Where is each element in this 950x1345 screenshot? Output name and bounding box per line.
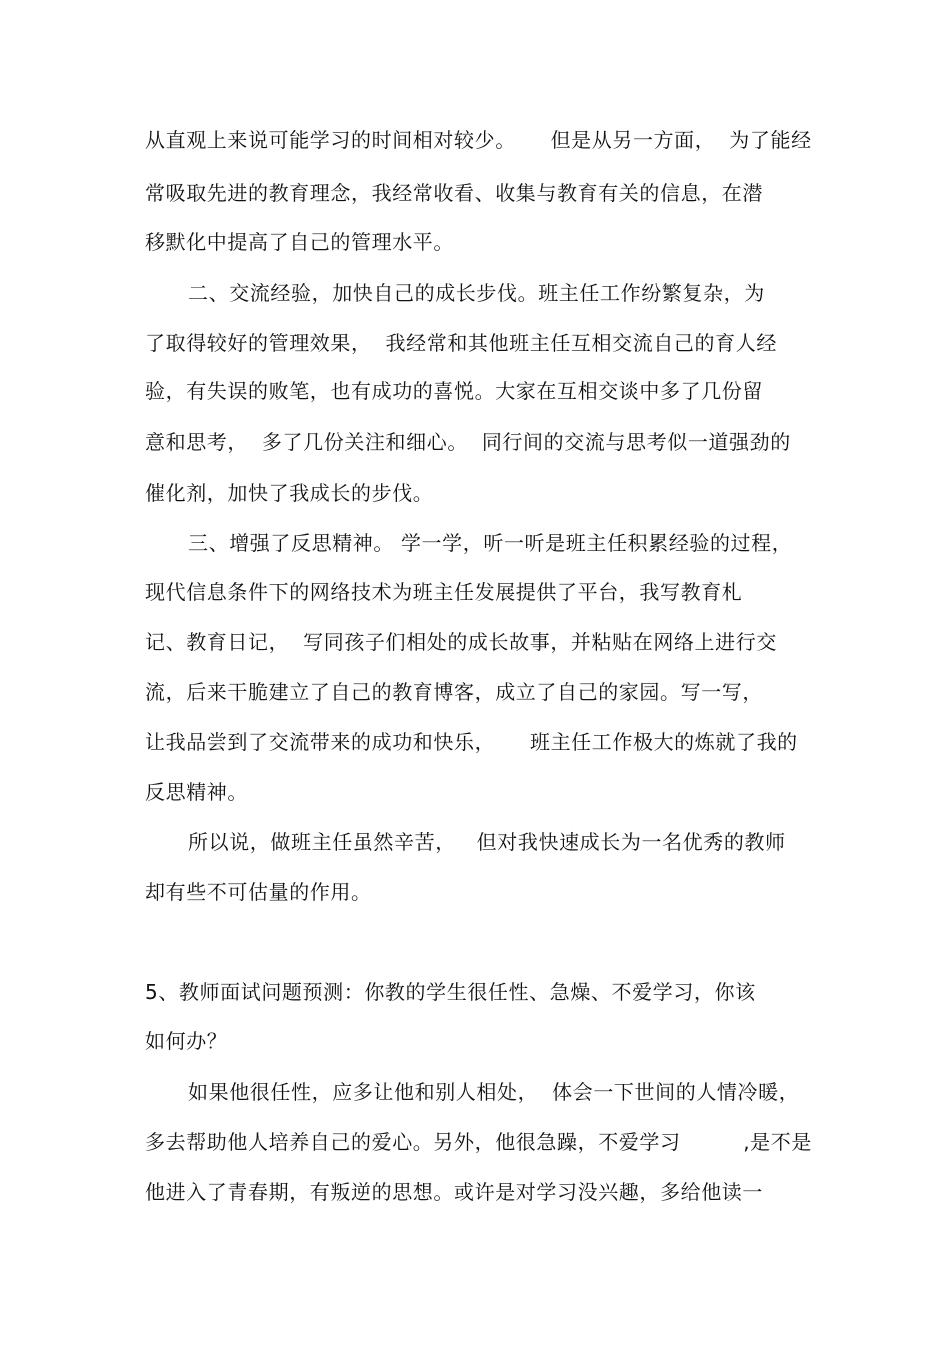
text-line: 多去帮助他人培养自己的爱心。另外，他很急躁，不爱学习 ,是不是	[145, 1130, 812, 1154]
question-heading-line: 如何办？	[145, 1029, 228, 1053]
paragraph-start-line: 如果他很任性，应多让他和别人相处， 体会一下世间的人情冷暖，	[188, 1080, 800, 1104]
paragraph-start-line: 三、增强了反思精神。 学一学，听一听是班主任积累经验的过程，	[188, 531, 793, 555]
text-line: 流，后来干脆建立了自己的教育博客，成立了自己的家园。写一写，	[145, 680, 763, 704]
text-line: 现代信息条件下的网络技术为班主任发展提供了平台，我写教育札	[145, 580, 743, 604]
text-line: 催化剂，加快了我成长的步伐。	[145, 481, 434, 505]
text-line: 记、教育日记， 写同孩子们相处的成长故事，并粘贴在网络上进行交	[145, 630, 777, 654]
text-line: 却有些不可估量的作用。	[145, 880, 372, 904]
text-line: 移默化中提高了自己的管理水平。	[145, 230, 454, 254]
text-line: 他进入了青春期，有叛逆的思想。或许是对学习没兴趣，多给他读一	[145, 1180, 763, 1204]
text-line: 常吸取先进的教育理念，我经常收看、收集与教育有关的信息，在潜	[145, 181, 763, 205]
text-line: 验，有失误的败笔，也有成功的喜悦。大家在互相交谈中多了几份留	[145, 379, 763, 403]
paragraph-start-line: 所以说，做班主任虽然辛苦， 但对我快速成长为一名优秀的教师	[188, 830, 786, 854]
text-line: 让我品尝到了交流带来的成功和快乐， 班主任工作极大的炼就了我的	[145, 730, 798, 754]
text-line: 意和思考， 多了几份关注和细心。 同行间的交流与思考似一道强劲的	[145, 430, 791, 454]
text-line: 了取得较好的管理效果， 我经常和其他班主任互相交流自己的育人经	[145, 331, 777, 355]
text-line: 从直观上来说可能学习的时间相对较少。 但是从另一方面， 为了能经	[145, 128, 812, 152]
text-line: 反思精神。	[145, 780, 248, 804]
question-heading-line: 5、教师面试问题预测：你教的学生很任性、急燥、不爱学习，你该	[145, 980, 756, 1004]
paragraph-start-line: 二、交流经验，加快自己的成长步伐。班主任工作纷繁复杂，为	[188, 281, 765, 305]
